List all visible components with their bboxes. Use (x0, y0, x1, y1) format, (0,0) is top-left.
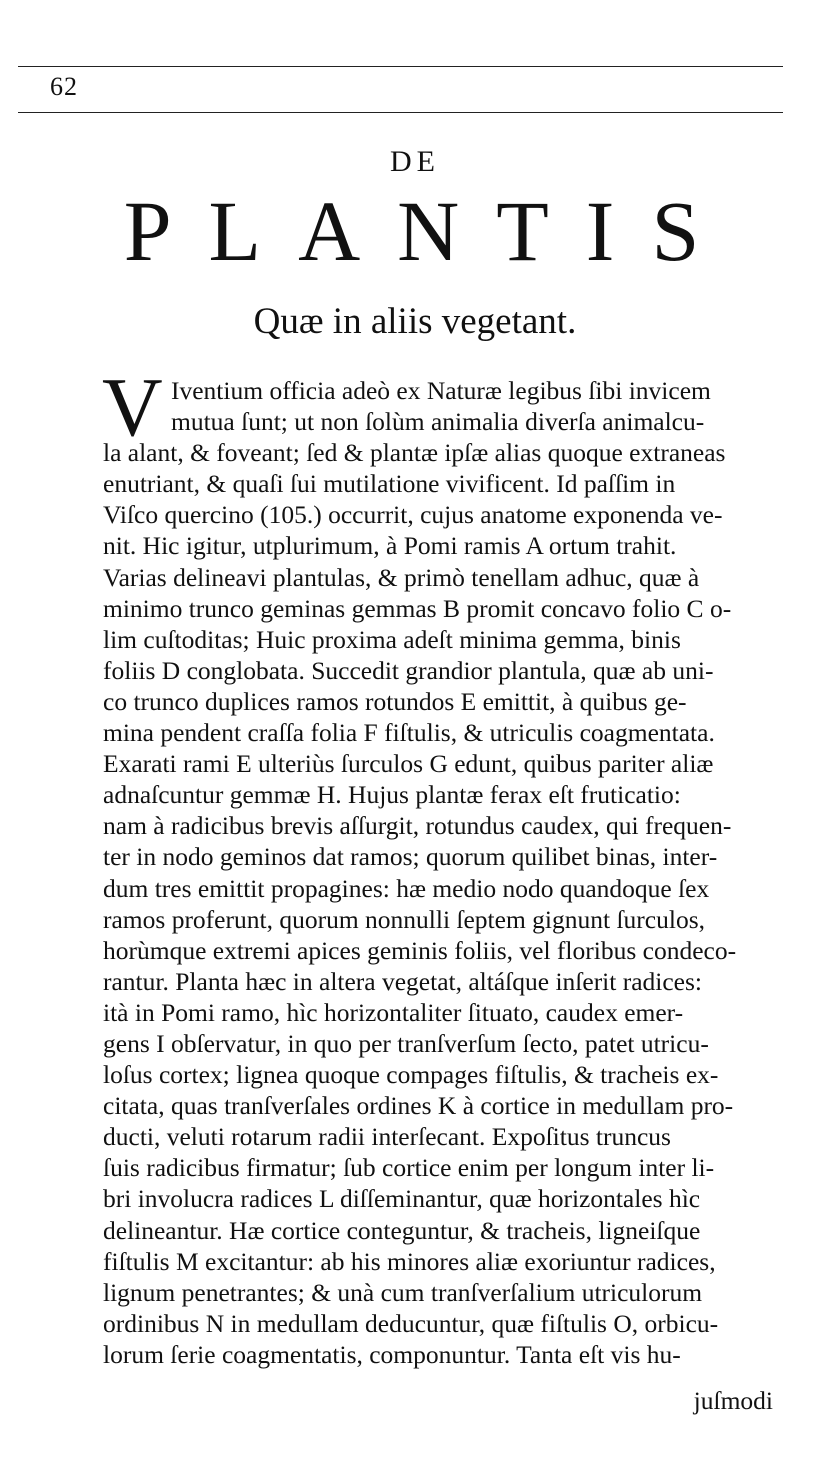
text-line: rantur. Planta hæc in altera vegetat, altáſque inſerit radices: (103, 966, 703, 996)
header-rule-bottom (18, 112, 783, 113)
page-title: PLANTIS (123, 183, 737, 279)
text-line: ordinibus N in medullam deducuntur, quæ fiſtulis O, orbicu- (103, 1308, 719, 1338)
text-line: ducti, veluti rotarum radii interſecant. Expoſitus truncus (103, 1122, 671, 1152)
text-line: ſuis radicibus firmatur; ſub cortice enim per longum inter li- (103, 1153, 715, 1183)
text-line: la alant, & foveant; ſed & plantæ ipſæ alias quoque extraneas (103, 438, 726, 468)
text-line: bri involucra radices L diſſeminantur, quæ horizontales hìc (103, 1184, 701, 1214)
text-line: citata, quas tranſverſales ordines K à cortice in medullam pro- (103, 1091, 734, 1121)
text-line: Viſco quercino (105.) occurrit, cujus anatome exponenda ve- (103, 500, 723, 530)
text-line: ramos proferunt, quorum nonnulli ſeptem gignunt ſurculos, (103, 904, 705, 934)
text-line: foliis D conglobata. Succedit grandior plantula, quæ ab uni- (103, 655, 714, 685)
text-line: adnaſcuntur gemmæ H. Hujus plantæ ferax eſt fruticatio: (103, 780, 681, 810)
text-line: co trunco duplices ramos rotundos E emittit, à quibus ge- (103, 686, 687, 716)
text-line: minimo trunco geminas gemmas B promit concavo folio C o- (103, 593, 732, 623)
body-text (103, 375, 783, 1370)
text-line: Exarati rami E ulteriùs ſurculos G edunt, quibus pariter aliæ (103, 749, 714, 779)
drop-cap: V (102, 361, 163, 454)
text-line: Iventium officia adeò ex Naturæ legibus ſibi invicem (171, 376, 711, 405)
title-de: DE (390, 145, 440, 178)
page-subtitle: Quæ in aliis vegetant. (253, 301, 577, 342)
text-line: lignum penetrantes; & unà cum tranſverſalium utriculorum (103, 1277, 703, 1307)
text-line: Varias delineavi plantulas, & primò tenellam adhuc, quæ à (103, 562, 700, 592)
text-line: nit. Hic igitur, utplurimum, à Pomi ramis A ortum trahit. (103, 531, 677, 561)
text-line: ità in Pomi ramo, hìc horizontaliter ſituato, caudex emer- (103, 997, 684, 1027)
text-line: mutua ſunt; ut non ſolùm animalia diverſa animalcu- (171, 407, 705, 437)
text-line: enutriant, & quaſi ſui mutilatione vivificent. Id paſſim in (103, 469, 676, 499)
catchword: juſmodi (693, 1386, 773, 1415)
text-line: fiſtulis M excitantur: ab his minores aliæ exoriuntur radices, (103, 1246, 716, 1276)
text-line: lorum ſerie coagmentatis, componuntur. Tanta eſt vis hu- (103, 1339, 681, 1369)
text-line: loſus cortex; lignea quoque compages fiſtulis, & tracheis ex- (103, 1060, 719, 1090)
text-line: ter in nodo geminos dat ramos; quorum quilibet binas, inter- (103, 842, 718, 872)
text-line: mina pendent craſſa folia F fiſtulis, & utriculis coagmentata. (103, 718, 715, 748)
page-number: 62 (50, 72, 78, 101)
text-line: dum tres emittit propagines: hæ medio nodo quandoque ſex (103, 873, 710, 903)
header-rule-top (18, 66, 783, 67)
text-line: delineantur. Hæ cortice conteguntur, & tracheis, ligneiſque (103, 1215, 701, 1245)
text-line: horùmque extremi apices geminis foliis, vel floribus condeco- (103, 935, 737, 965)
text-line: nam à radicibus brevis aſſurgit, rotundus caudex, qui frequen- (103, 811, 732, 841)
text-line: gens I obſervatur, in quo per tranſverſum ſecto, patet utricu- (103, 1028, 709, 1058)
text-line: lim cuſtoditas; Huic proxima adeſt minima gemma, binis (103, 624, 681, 654)
